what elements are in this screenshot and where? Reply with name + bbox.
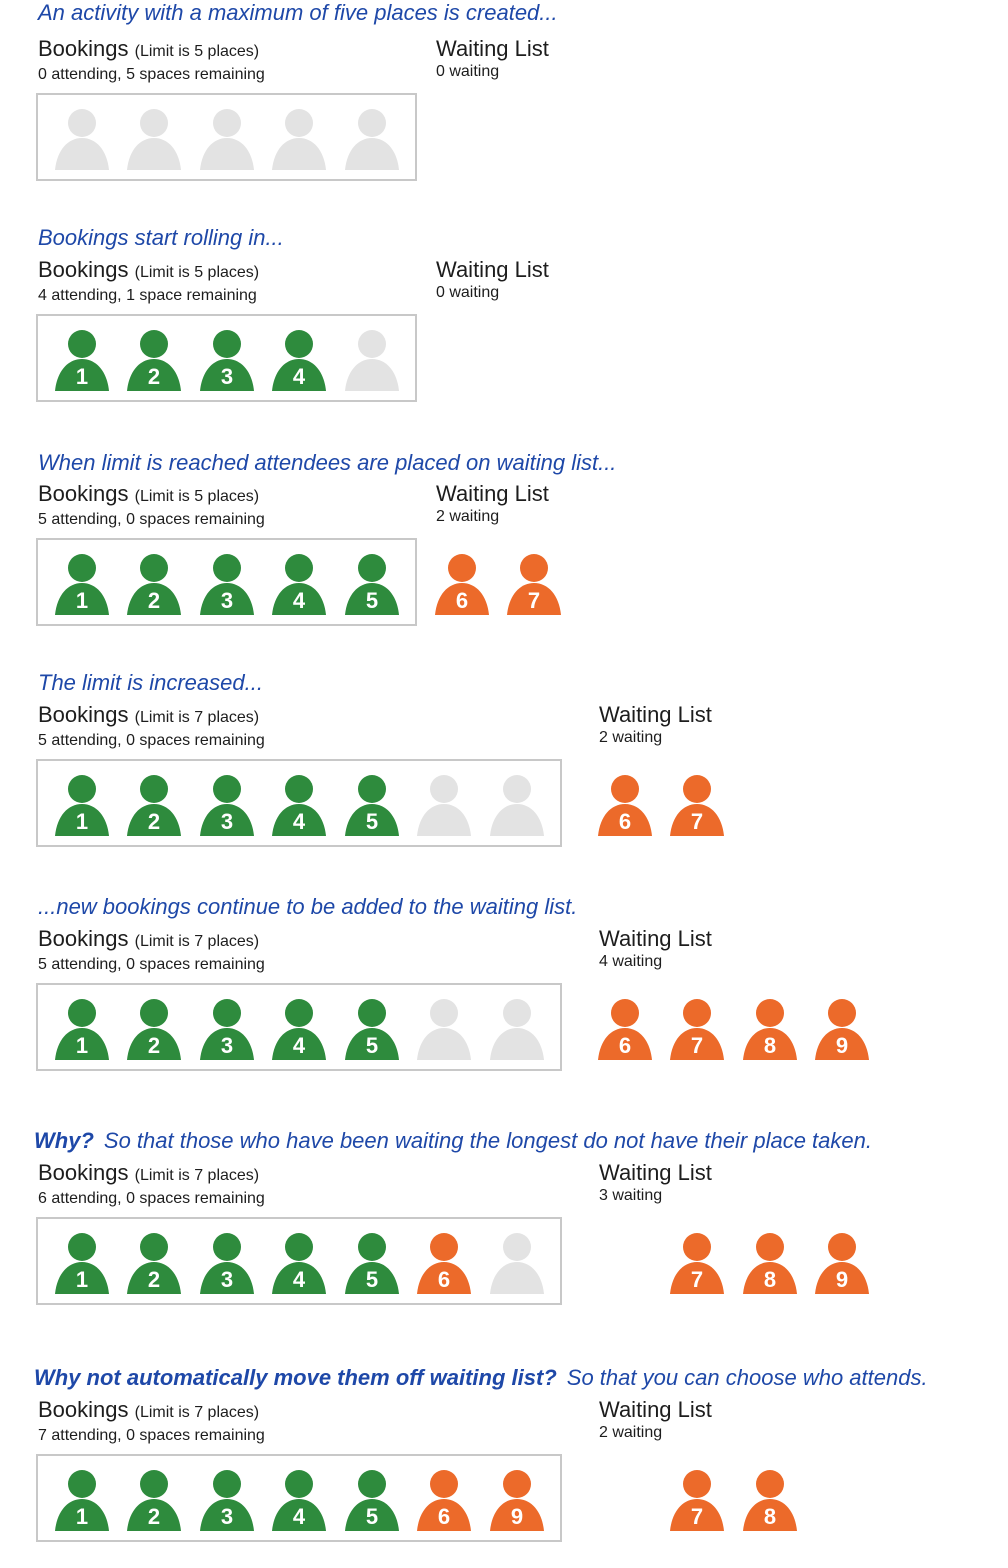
person-number: 7 [690,1504,704,1529]
person-number: 9 [510,1504,524,1529]
person-icon [489,774,545,836]
person-number: 6 [455,588,469,613]
person-number: 1 [75,809,89,834]
person-slot [199,998,255,1060]
person-icon [199,774,255,836]
bookings-title: Bookings [38,926,129,951]
person-icon [489,1469,545,1531]
caption-emphasis: Why? [34,1128,94,1153]
waiting-list-header [599,926,712,972]
person-head [503,775,531,803]
limit-text: (Limit is 5 places) [134,43,260,60]
person-slot [271,553,327,615]
person-number: 5 [365,809,379,834]
waiting-list-title: Waiting List [599,926,712,951]
person-icon [271,553,327,615]
person-slot [344,329,400,391]
person-slot [199,1232,255,1294]
person-slot [126,329,182,391]
waiting-person [669,1469,725,1531]
person-head [611,999,639,1027]
person-slot [199,329,255,391]
person-number: 1 [75,364,89,389]
person-head [285,330,313,358]
person-icon [54,1469,110,1531]
person-icon [344,1232,400,1294]
waiting-list-title: Waiting List [436,481,549,506]
person-icon [271,998,327,1060]
waiting-status: 2 waiting [599,1424,663,1441]
person-icon [54,553,110,615]
person-head [140,554,168,582]
person-icon [344,774,400,836]
person-icon [199,108,255,170]
waiting-status: 4 waiting [599,953,663,970]
person-head [213,775,241,803]
person-number: 1 [75,588,89,613]
person-head [285,554,313,582]
person-number: 4 [292,588,306,613]
person-number: 5 [365,588,379,613]
person-number: 2 [147,364,161,389]
person-slot [271,329,327,391]
person-head [503,999,531,1027]
waiting-list-header [599,702,712,748]
bookings-status: 7 attending, 0 spaces remaining [38,1427,265,1444]
person-head [213,554,241,582]
person-slot [271,998,327,1060]
person-head [756,1470,784,1498]
person-slot [199,774,255,836]
person-icon [199,1232,255,1294]
bookings-title: Bookings [38,36,129,61]
person-body [127,138,181,170]
person-head [828,1233,856,1261]
person-icon [271,774,327,836]
bookings-box [36,538,417,626]
limit-text: (Limit is 5 places) [134,264,260,281]
person-icon [597,774,653,836]
person-slot [344,108,400,170]
waiting-person [814,1232,870,1294]
person-head [68,554,96,582]
person-slot [271,108,327,170]
person-number: 3 [220,1504,234,1529]
person-head [68,775,96,803]
person-number: 4 [292,1267,306,1292]
person-number: 8 [763,1267,777,1292]
person-slot [126,998,182,1060]
person-head [285,775,313,803]
person-number: 3 [220,1033,234,1058]
person-body [417,804,471,836]
person-head [358,554,386,582]
person-slot [344,998,400,1060]
person-icon [199,553,255,615]
person-icon [344,998,400,1060]
person-head [503,1233,531,1261]
person-icon [416,1469,472,1531]
person-icon [434,553,490,615]
person-head [68,109,96,137]
person-icon [271,108,327,170]
person-head [358,330,386,358]
person-icon [126,774,182,836]
person-head [683,1233,711,1261]
person-icon [126,108,182,170]
person-body [490,804,544,836]
person-number: 8 [763,1033,777,1058]
waiting-list-title: Waiting List [436,36,549,61]
person-number: 7 [690,1033,704,1058]
person-head [611,775,639,803]
person-number: 4 [292,364,306,389]
waiting-status: 0 waiting [436,284,500,301]
person-slot [489,1232,545,1294]
bookings-box [36,1217,562,1305]
bookings-box [36,1454,562,1542]
limit-text: (Limit is 7 places) [134,1167,260,1184]
person-head [430,1233,458,1261]
waiting-list-title: Waiting List [599,1397,712,1422]
bookings-box [36,759,562,847]
waiting-list-header [599,1160,712,1206]
person-head [140,1470,168,1498]
bookings-header [38,257,259,306]
bookings-header [38,926,265,975]
person-body [272,138,326,170]
person-icon [742,998,798,1060]
person-head [756,999,784,1027]
panel-caption: Bookings start rolling in... [38,225,284,250]
person-number: 9 [835,1033,849,1058]
limit-text: (Limit is 5 places) [134,488,260,505]
person-icon [271,329,327,391]
person-slot [344,774,400,836]
person-slot [271,774,327,836]
bookings-status: 5 attending, 0 spaces remaining [38,956,265,973]
waiting-person [434,553,490,615]
person-slot [416,1469,472,1531]
person-icon [344,108,400,170]
waiting-list-title: Waiting List [436,257,549,282]
person-number: 2 [147,588,161,613]
bookings-status: 0 attending, 5 spaces remaining [38,66,265,83]
panel-caption: When limit is reached attendees are placed on waiting list... [38,450,617,475]
bookings-title: Bookings [38,257,129,282]
person-head [358,999,386,1027]
waiting-status: 2 waiting [599,729,663,746]
bookings-header [38,36,265,85]
person-icon [489,1232,545,1294]
person-number: 2 [147,809,161,834]
waiting-person [669,998,725,1060]
waiting-person [597,774,653,836]
waiting-status: 2 waiting [436,508,500,525]
person-slot [54,553,110,615]
person-icon [669,998,725,1060]
person-slot [126,553,182,615]
waiting-person [669,774,725,836]
person-icon [199,998,255,1060]
person-icon [814,998,870,1060]
person-number: 4 [292,809,306,834]
panel-caption: Why? So that those who have been waiting the longest do not have their place taken. [34,1128,872,1153]
person-head [140,775,168,803]
person-icon [489,998,545,1060]
person-head [68,1470,96,1498]
bookings-box [36,93,417,181]
person-icon [416,998,472,1060]
person-head [213,1470,241,1498]
person-icon [669,1469,725,1531]
bookings-box [36,314,417,402]
person-head [448,554,476,582]
person-body [200,138,254,170]
bookings-status: 4 attending, 1 space remaining [38,287,257,304]
person-icon [669,1232,725,1294]
person-head [358,775,386,803]
person-number: 6 [437,1504,451,1529]
person-slot [199,108,255,170]
person-icon [54,774,110,836]
person-icon [199,1469,255,1531]
bookings-header [38,702,265,751]
person-number: 5 [365,1033,379,1058]
panel-caption: ...new bookings continue to be added to the waiting list. [38,894,578,919]
person-head [140,1233,168,1261]
bookings-status: 6 attending, 0 spaces remaining [38,1190,265,1207]
person-head [520,554,548,582]
person-number: 3 [220,588,234,613]
person-icon [742,1469,798,1531]
person-slot [489,774,545,836]
person-slot [54,774,110,836]
person-number: 1 [75,1267,89,1292]
person-number: 2 [147,1267,161,1292]
person-head [358,109,386,137]
person-number: 8 [763,1504,777,1529]
bookings-title: Bookings [38,1160,129,1185]
bookings-header [38,1160,265,1209]
person-icon [344,1469,400,1531]
panel-caption: Why not automatically move them off waiting list? So that you can choose who attends. [34,1365,928,1390]
waiting-list-title: Waiting List [599,1160,712,1185]
person-icon [597,998,653,1060]
person-body [345,138,399,170]
bookings-header [38,1397,265,1446]
person-number: 4 [292,1033,306,1058]
person-icon [54,329,110,391]
person-head [68,1233,96,1261]
person-number: 2 [147,1504,161,1529]
person-icon [344,329,400,391]
person-slot [126,1232,182,1294]
person-icon [199,329,255,391]
waiting-person [506,553,562,615]
person-head [285,1233,313,1261]
waiting-list-header [436,36,549,82]
person-number: 7 [527,588,541,613]
person-slot [126,774,182,836]
person-icon [416,774,472,836]
person-body [490,1028,544,1060]
person-slot [416,774,472,836]
person-slot [416,1232,472,1294]
person-slot [489,1469,545,1531]
person-number: 7 [690,809,704,834]
waiting-person [669,1232,725,1294]
person-slot [271,1469,327,1531]
bookings-title: Bookings [38,481,129,506]
person-slot [126,108,182,170]
person-icon [742,1232,798,1294]
person-number: 1 [75,1033,89,1058]
person-icon [271,1469,327,1531]
person-number: 4 [292,1504,306,1529]
person-head [285,109,313,137]
caption-emphasis: Why not automatically move them off waiting list? [34,1365,557,1390]
person-icon [126,1469,182,1531]
person-icon [54,108,110,170]
person-head [140,109,168,137]
person-icon [54,1232,110,1294]
waiting-list-header [599,1397,712,1443]
person-number: 2 [147,1033,161,1058]
waiting-list-header [436,481,549,527]
person-head [140,999,168,1027]
person-body [417,1028,471,1060]
person-slot [199,1469,255,1531]
person-head [683,775,711,803]
person-head [683,999,711,1027]
person-head [213,330,241,358]
waiting-list-header [436,257,549,303]
bookings-title: Bookings [38,702,129,727]
person-body [345,359,399,391]
person-number: 1 [75,1504,89,1529]
person-number: 6 [618,1033,632,1058]
person-slot [54,329,110,391]
person-number: 3 [220,809,234,834]
person-icon [126,998,182,1060]
person-number: 3 [220,1267,234,1292]
person-slot [54,1469,110,1531]
panel-caption: The limit is increased... [38,670,263,695]
person-head [756,1233,784,1261]
panel-caption: An activity with a maximum of five places is created... [38,0,558,25]
person-slot [344,553,400,615]
person-icon [126,553,182,615]
person-head [430,999,458,1027]
person-number: 6 [437,1267,451,1292]
waiting-status: 3 waiting [599,1187,663,1204]
person-icon [416,1232,472,1294]
person-body [490,1262,544,1294]
waiting-person [597,998,653,1060]
limit-text: (Limit is 7 places) [134,933,260,950]
person-head [213,109,241,137]
person-head [140,330,168,358]
person-head [430,775,458,803]
person-number: 5 [365,1267,379,1292]
person-head [213,999,241,1027]
person-number: 5 [365,1504,379,1529]
person-number: 9 [835,1267,849,1292]
person-head [828,999,856,1027]
bookings-title: Bookings [38,1397,129,1422]
person-number: 7 [690,1267,704,1292]
limit-text: (Limit is 7 places) [134,709,260,726]
waiting-list-title: Waiting List [599,702,712,727]
bookings-box [36,983,562,1071]
person-head [213,1233,241,1261]
person-icon [126,1232,182,1294]
person-head [503,1470,531,1498]
person-icon [344,553,400,615]
person-head [68,330,96,358]
person-icon [506,553,562,615]
person-head [68,999,96,1027]
waiting-person [814,998,870,1060]
person-slot [416,998,472,1060]
person-slot [54,108,110,170]
person-slot [54,998,110,1060]
bookings-status: 5 attending, 0 spaces remaining [38,511,265,528]
person-slot [344,1232,400,1294]
person-icon [54,998,110,1060]
person-icon [126,329,182,391]
person-slot [489,998,545,1060]
person-slot [199,553,255,615]
bookings-header [38,481,265,530]
person-slot [271,1232,327,1294]
person-slot [344,1469,400,1531]
bookings-status: 5 attending, 0 spaces remaining [38,732,265,749]
person-head [430,1470,458,1498]
waiting-person [742,1232,798,1294]
waiting-person [742,1469,798,1531]
person-icon [814,1232,870,1294]
person-head [358,1233,386,1261]
limit-text: (Limit is 7 places) [134,1404,260,1421]
waiting-status: 0 waiting [436,63,500,80]
person-number: 6 [618,809,632,834]
person-slot [54,1232,110,1294]
person-slot [126,1469,182,1531]
person-number: 3 [220,364,234,389]
person-icon [669,774,725,836]
person-head [358,1470,386,1498]
person-body [55,138,109,170]
person-head [285,1470,313,1498]
person-head [683,1470,711,1498]
waiting-person [742,998,798,1060]
person-head [285,999,313,1027]
person-icon [271,1232,327,1294]
